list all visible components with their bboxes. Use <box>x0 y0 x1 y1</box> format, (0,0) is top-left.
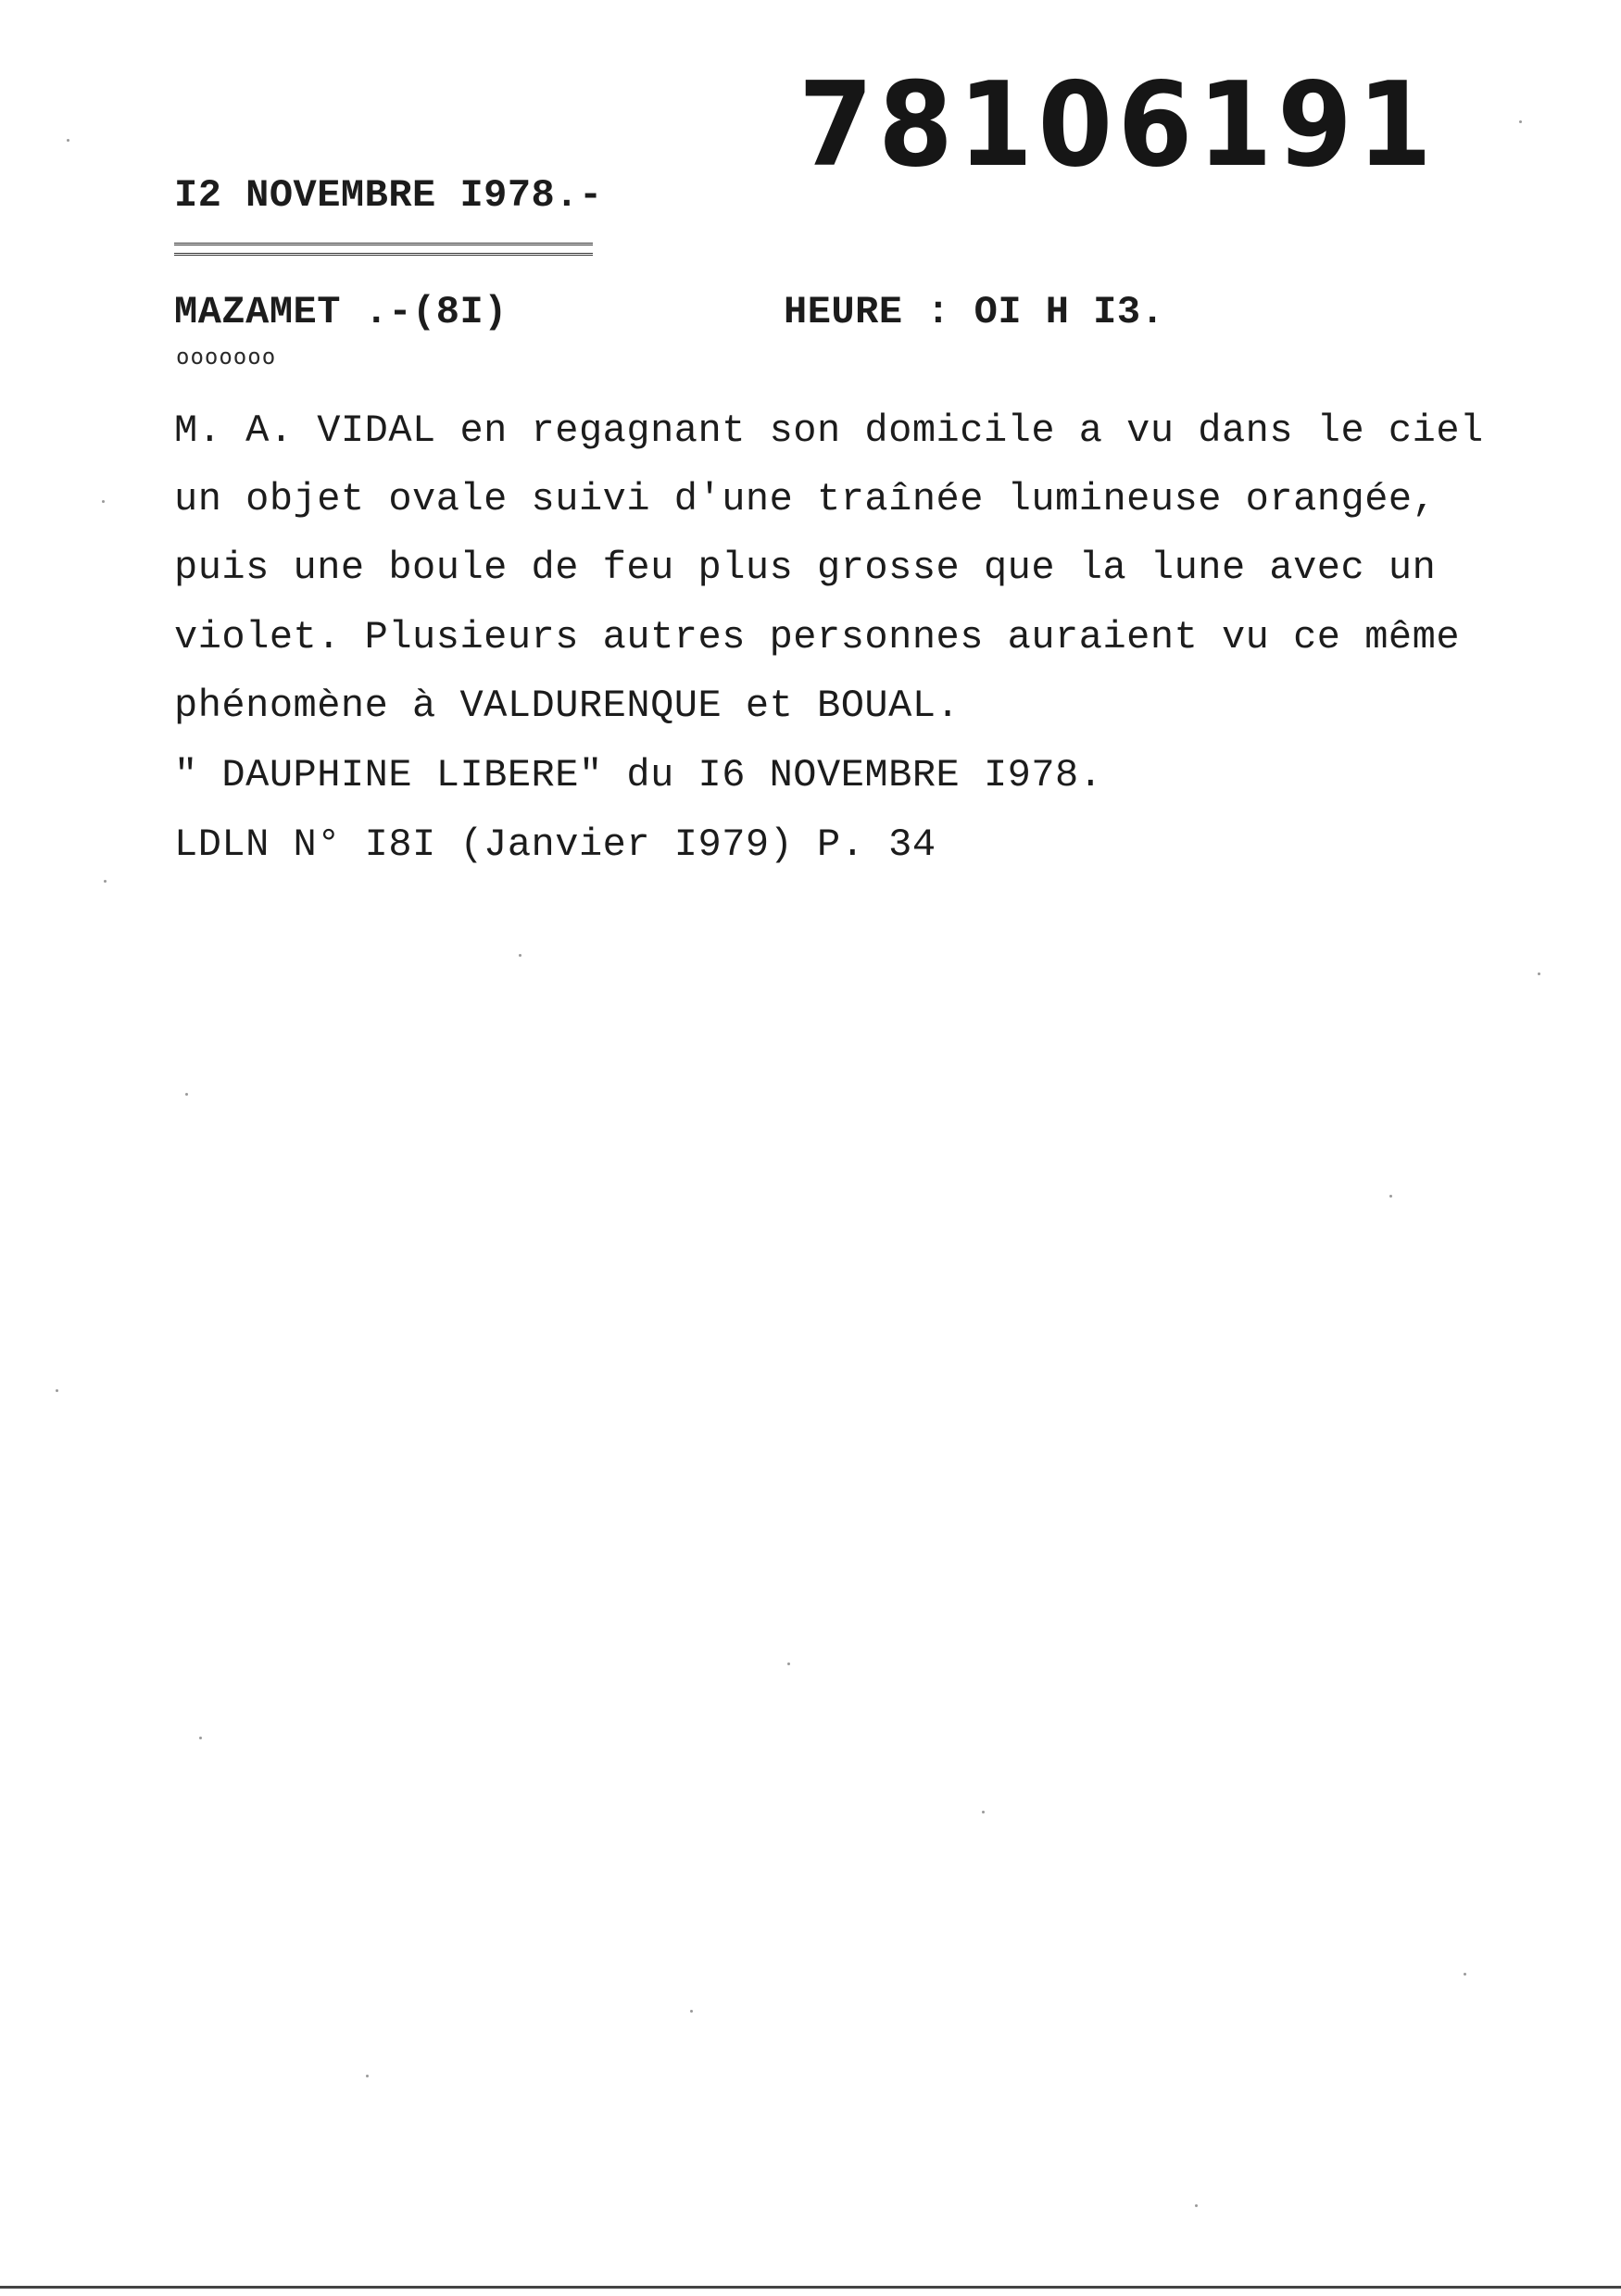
scan-speck <box>787 1662 790 1665</box>
body-line: M. A. VIDAL en regagnant son domicile a vu dans le ciel <box>174 408 1484 453</box>
scan-speck <box>366 2075 369 2077</box>
date-heading-underline <box>174 243 593 256</box>
time-label: HEURE : OI H I3. <box>784 290 1165 334</box>
scan-speck <box>519 954 521 957</box>
scan-speck <box>104 880 107 883</box>
location-marker: ooooooo <box>176 344 277 370</box>
scan-speck <box>1195 2204 1198 2207</box>
scan-speck <box>56 1389 58 1392</box>
scan-speck <box>102 500 105 503</box>
scan-speck <box>690 2010 693 2013</box>
scan-speck <box>199 1737 202 1739</box>
body-line: violet. Plusieurs autres personnes auraient vu ce même <box>174 615 1461 659</box>
body-line: puis une boule de feu plus grosse que la lune avec un <box>174 546 1437 590</box>
scan-speck <box>1464 1973 1466 1976</box>
page-bottom-edge <box>0 2286 1621 2289</box>
date-heading: I2 NOVEMBRE I978.- <box>174 173 603 218</box>
press-source: " DAUPHINE LIBERE" du I6 NOVEMBRE I978. <box>174 753 1103 797</box>
body-line: un objet ovale suivi d'une traînée lumineuse orangée, <box>174 477 1437 521</box>
scan-speck <box>185 1093 188 1096</box>
scan-speck <box>1538 972 1540 975</box>
scan-speck <box>67 139 69 142</box>
scan-speck <box>982 1811 985 1813</box>
location-label: MAZAMET .-(8I) <box>174 290 508 334</box>
reference-number-stamp: 78106191 <box>798 56 1438 193</box>
scan-speck <box>1519 120 1522 123</box>
scan-speck <box>1389 1195 1392 1198</box>
ldln-source: LDLN N° I8I (Janvier I979) P. 34 <box>174 822 936 867</box>
body-line: phénomène à VALDURENQUE et BOUAL. <box>174 684 961 728</box>
